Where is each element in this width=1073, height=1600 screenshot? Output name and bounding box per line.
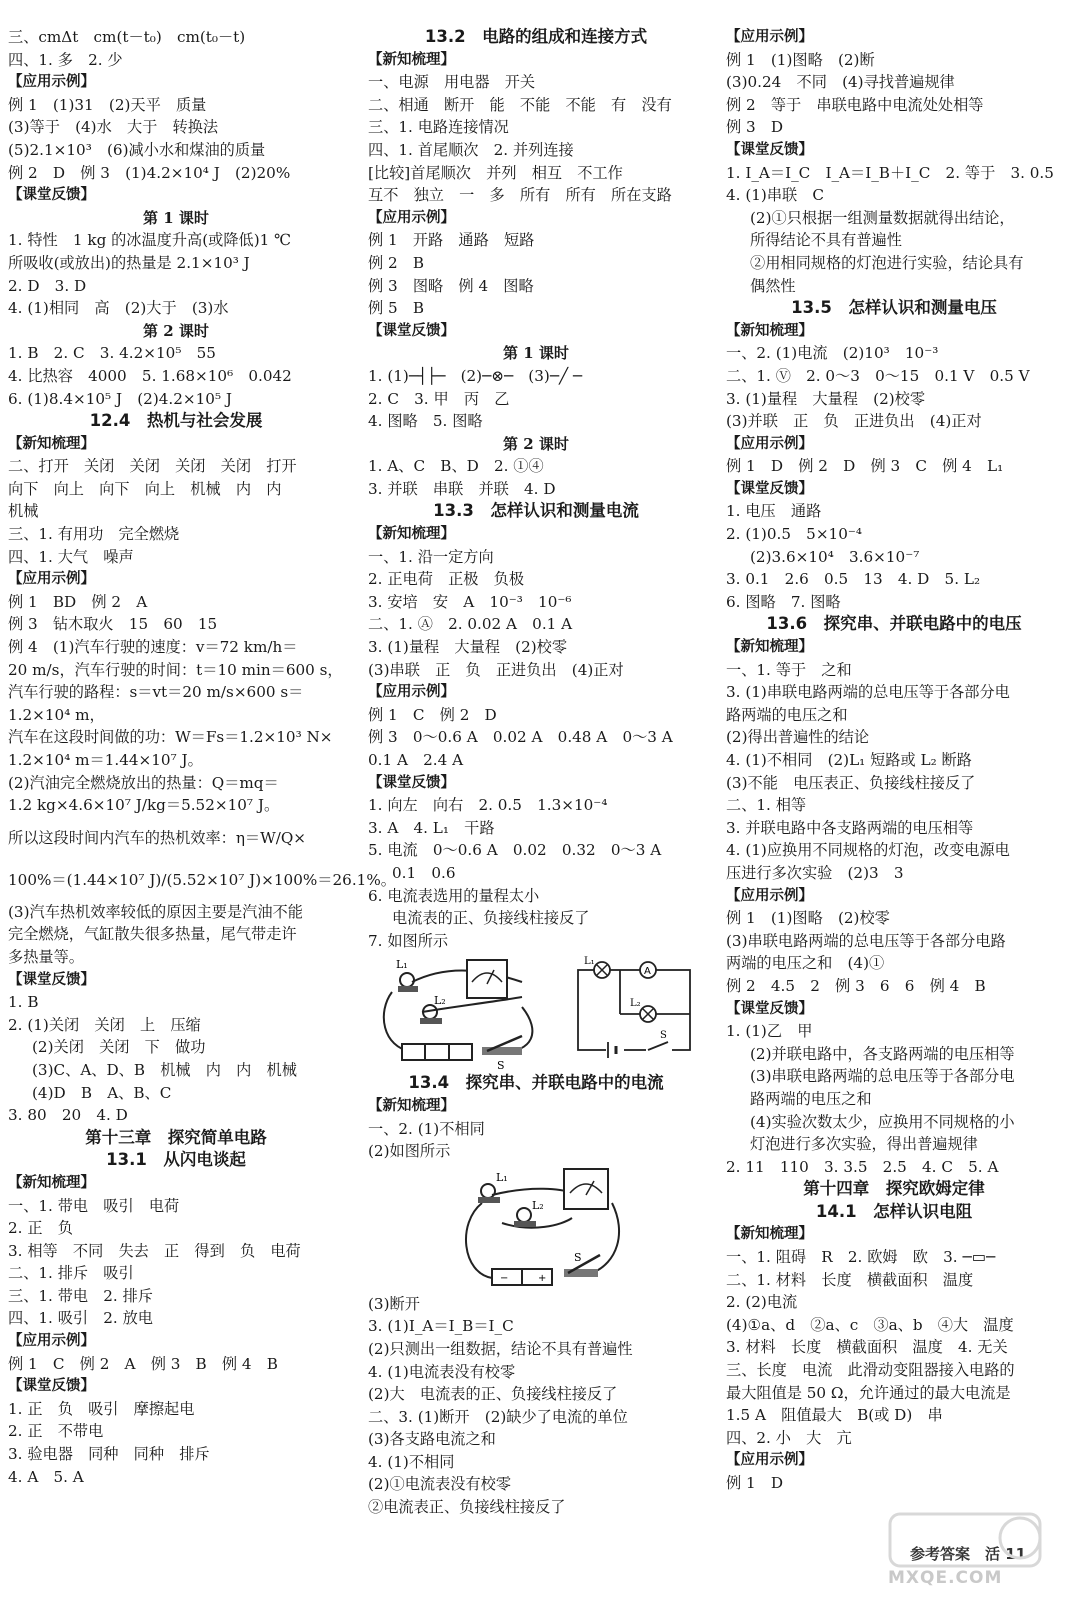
answer-line: 4. (1)相同 高 (2)大于 (3)水 xyxy=(8,299,229,318)
answer-line: 例 5 B xyxy=(368,299,425,318)
lesson-subheading: 第 1 课时 xyxy=(503,344,569,363)
answer-line: 2. D 3. D xyxy=(8,276,87,295)
section-tag: 【应用示例】 xyxy=(368,209,455,226)
answer-line: 一、2. (1)不相同 xyxy=(368,1119,485,1138)
section-tag: 【应用示例】 xyxy=(8,74,95,91)
answer-line: 例 2 D 例 3 (1)4.2×10⁴ J (2)20% xyxy=(8,163,291,182)
answer-line: 1.2×10⁴ m＝1.44×10⁷ J。 xyxy=(8,751,203,769)
answer-line: 例 3 D xyxy=(726,118,784,137)
answer-line: 例 1 C 例 2 A 例 3 B 例 4 B xyxy=(8,1354,278,1373)
answer-line: 所吸收(或放出)的热量是 2.1×10³ J xyxy=(8,253,250,272)
answer-column-2 xyxy=(368,26,704,1519)
answer-line: (3)各支路电流之和 xyxy=(368,1430,496,1449)
answer-line: 2. (2)电流 xyxy=(726,1293,798,1312)
section-heading: 13.6 探究串、并联电路中的电压 xyxy=(766,614,1022,634)
answer-line: 二、打开 关闭 关闭 关闭 关闭 打开 xyxy=(8,457,297,476)
answer-line: 例 1 D 例 2 D 例 3 C 例 4 L₁ xyxy=(726,457,1004,476)
answer-line: (3)不能 电压表正、负接线柱接反了 xyxy=(726,773,976,792)
answer-line: 二、1. 材料 长度 横截面积 温度 xyxy=(726,1270,974,1289)
section-tag: 【新知梳理】 xyxy=(8,1174,95,1191)
svg-text:−: − xyxy=(500,1272,509,1284)
page-footer: 参考答案 活 11 xyxy=(910,1545,1027,1563)
answer-line: 四、2. 小 大 亢 xyxy=(726,1428,852,1447)
answer-line: 一、1. 沿一定方向 xyxy=(368,547,494,566)
answer-line: 1. A、C B、D 2. ①④ xyxy=(368,457,544,476)
watermark-logo xyxy=(880,1508,1060,1594)
answer-line: 3. 验电器 同种 同种 排斥 xyxy=(8,1445,210,1464)
section-tag: 【应用示例】 xyxy=(726,29,813,45)
section-heading: 13.2 电路的组成和连接方式 xyxy=(424,27,648,46)
section-heading: 13.1 从闪电谈起 xyxy=(106,1150,246,1170)
answer-line: 例 1 BD 例 2 A xyxy=(8,592,148,611)
answer-line: 压进行多次实验 (2)3 3 xyxy=(726,863,904,882)
section-heading: 14.1 怎样认识电阻 xyxy=(815,1201,973,1221)
answer-line: 例 4 (1)汽车行驶的速度：v＝72 km/h＝ xyxy=(8,638,298,657)
answer-line: 汽车行驶的路程：s＝vt＝20 m/s×600 s＝ xyxy=(8,683,304,702)
answer-line: (3)断开 xyxy=(368,1294,420,1313)
answer-line: (3)汽车热机效率较低的原因主要是汽油不能 xyxy=(8,902,303,921)
section-tag: 【课堂反馈】 xyxy=(726,1000,813,1017)
answer-line: 4. (1)电流表没有校零 xyxy=(368,1362,516,1381)
answer-line: 一、1. 等于 之和 xyxy=(726,660,852,679)
answer-column-3 xyxy=(726,26,1062,1495)
section-tag: 【课堂反馈】 xyxy=(368,322,455,339)
answer-line: 1. (1)─┤├─ (2)─⊗─ (3)─╱ ─ xyxy=(368,366,583,385)
section-tag: 【课堂反馈】 xyxy=(726,141,813,158)
section-tag: 【应用示例】 xyxy=(8,571,95,588)
answer-line: 1. 向左 向右 2. 0.5 1.3×10⁻⁴ xyxy=(368,796,608,815)
answer-line: (2)大 电流表的正、负接线柱接反了 xyxy=(368,1385,618,1404)
answer-line: [比较]首尾顺次 并列 相互 不工作 xyxy=(368,163,623,182)
answer-line: 4. (1)应换用不同规格的灯泡，改变电源电 xyxy=(726,841,1010,860)
answer-line: (3)等于 (4)水 大于 转换法 xyxy=(8,118,219,137)
answer-line: (4)实验次数太少，应换用不同规格的小 xyxy=(750,1112,1015,1131)
answer-line: (2)如图所示 xyxy=(368,1142,451,1161)
section-tag: 【应用示例】 xyxy=(726,1452,813,1469)
section-tag: 【新知梳理】 xyxy=(726,322,813,339)
answer-line: 三、1. 有用功 完全燃烧 xyxy=(8,525,180,544)
answer-line: 例 2 等于 串联电路中电流处处相等 xyxy=(726,95,984,114)
answer-line: 机械 xyxy=(8,502,39,521)
answer-line: 2. (1)关闭 关闭 上 压缩 xyxy=(8,1015,201,1034)
section-tag: 【应用示例】 xyxy=(368,684,455,701)
answer-line: 例 3 图略 例 4 图略 xyxy=(368,276,534,295)
answer-line: 一、电源 用电器 开关 xyxy=(368,73,536,92)
answer-line: 例 1 (1)31 (2)天平 质量 xyxy=(8,95,207,114)
answer-line: 1. 正 负 吸引 摩擦起电 xyxy=(8,1399,195,1418)
figure-label: S xyxy=(574,1250,582,1264)
lesson-subheading: 第 1 课时 xyxy=(143,208,209,227)
physical-circuit-drawing xyxy=(372,952,562,1072)
formula-line: 所以这段时间内汽车的热机效率：η＝W/Q× xyxy=(8,828,307,847)
answer-line: 2. 11 110 3. 3.5 2.5 4. C 5. A xyxy=(726,1157,999,1176)
lesson-subheading: 第 2 课时 xyxy=(503,434,569,453)
answer-line: (3)串联 正 负 正进负出 (4)正对 xyxy=(368,660,624,679)
section-tag: 【课堂反馈】 xyxy=(8,187,95,204)
section-heading: 第十四章 探究欧姆定律 xyxy=(803,1179,985,1199)
answer-line: 4. 比热容 4000 5. 1.68×10⁶ 0.042 xyxy=(8,366,292,385)
section-heading: 13.3 怎样认识和测量电流 xyxy=(433,501,639,521)
answer-line: 二、3. (1)断开 (2)缺少了电流的单位 xyxy=(368,1407,628,1426)
answer-line: 1. B 2. C 3. 4.2×10⁵ 55 xyxy=(8,344,216,363)
answer-line: 四、1. 多 2. 少 xyxy=(8,50,123,69)
answer-line: 例 2 B xyxy=(368,253,425,272)
answer-line: 汽车在这段时间做的功：W＝Fs＝1.2×10³ N× xyxy=(8,728,333,747)
answer-line: 三、cmΔt cm(t－t₀) cm(t₀－t) xyxy=(8,28,246,46)
section-tag: 【应用示例】 xyxy=(726,887,813,904)
section-heading: 12.4 热机与社会发展 xyxy=(89,411,263,431)
section-tag: 【新知梳理】 xyxy=(8,435,95,452)
circuit-figure-13-3 xyxy=(368,952,704,1072)
answer-line: 1.2 kg×4.6×10⁷ J/kg＝5.52×10⁷ J。 xyxy=(8,796,280,815)
answer-line: 二、1. 排斥 吸引 xyxy=(8,1264,134,1283)
answer-line: (2)关闭 关闭 下 做功 xyxy=(32,1038,206,1057)
answer-line: 3. 安培 安 A 10⁻³ 10⁻⁶ xyxy=(368,592,572,611)
answer-line: 3. 并联电路中各支路两端的电压相等 xyxy=(726,818,974,837)
answer-line: 电流表的正、负接线柱接反了 xyxy=(392,909,590,928)
answer-line: 偶然性 xyxy=(750,276,796,295)
answer-line: 三、1. 带电 2. 排斥 xyxy=(8,1286,153,1305)
svg-text:+: + xyxy=(538,1272,547,1284)
answer-line: 1.2×10⁴ m， xyxy=(8,705,105,724)
answer-line: 5. 电流 0～0.6 A 0.02 0.32 0～3 A xyxy=(368,841,662,860)
answer-line: 4. (1)不相同 xyxy=(368,1452,455,1471)
section-tag: 【应用示例】 xyxy=(726,435,813,452)
section-tag: 【课堂反馈】 xyxy=(8,971,95,988)
section-tag: 【新知梳理】 xyxy=(368,1097,455,1114)
answer-line: 多热量等。 xyxy=(8,947,84,966)
answer-line: 三、长度 电流 此滑动变阻器接入电路的 xyxy=(726,1361,1015,1380)
section-tag: 【新知梳理】 xyxy=(726,1226,813,1243)
answer-line: 3. (1)量程 大量程 (2)校零 xyxy=(368,638,568,657)
answer-line: 20 m/s，汽车行驶的时间：t＝10 min＝600 s， xyxy=(8,660,343,679)
figure-label: L₁ xyxy=(396,958,408,972)
answer-line: 3. 80 20 4. D xyxy=(8,1106,128,1125)
answer-line: (3)0.24 不同 (4)寻找普遍规律 xyxy=(726,73,955,92)
figure-label: S xyxy=(497,1059,505,1073)
answer-line: 两端的电压之和 (4)① xyxy=(726,954,885,973)
answer-line: 二、1. Ⓥ 2. 0～3 0～15 0.1 V 0.5 V xyxy=(726,366,1030,385)
answer-line: 4. A 5. A xyxy=(8,1467,84,1486)
svg-text:A: A xyxy=(644,966,651,978)
answer-line: 0.1 0.6 xyxy=(392,863,456,882)
circuit-figure-13-4 xyxy=(368,1163,704,1293)
answer-line: (2)得出普遍性的结论 xyxy=(726,728,870,747)
figure-label: L₁ xyxy=(496,1170,508,1184)
answer-line: 向下 向上 向下 向上 机械 内 内 xyxy=(8,479,282,498)
answer-line: (2)并联电路中，各支路两端的电压相等 xyxy=(750,1044,1015,1063)
answer-line: 例 1 (1)图略 (2)校零 xyxy=(726,909,890,928)
answer-line: 0.1 A 2.4 A xyxy=(368,751,464,769)
answer-line: 2. C 3. 甲 丙 乙 xyxy=(368,389,510,408)
answer-line: 7. 如图所示 xyxy=(368,931,449,950)
answer-line: 例 1 D xyxy=(726,1474,784,1492)
answer-line: (3)并联 正 负 正进负出 (4)正对 xyxy=(726,412,982,431)
watermark-text: MXQE.COM xyxy=(888,1568,1003,1588)
answer-line: 2. 正 不带电 xyxy=(8,1422,104,1441)
section-tag: 【课堂反馈】 xyxy=(8,1378,95,1395)
answer-line: 3. A 4. L₁ 干路 xyxy=(368,818,495,837)
answer-line: 例 3 0～0.6 A 0.02 A 0.48 A 0～3 A xyxy=(368,728,673,747)
lesson-subheading: 第 2 课时 xyxy=(143,321,209,340)
section-tag: 【课堂反馈】 xyxy=(726,480,813,497)
answer-line: 3. 相等 不同 失去 正 得到 负 电荷 xyxy=(8,1241,301,1260)
answer-line: 一、1. 带电 吸引 电荷 xyxy=(8,1196,180,1215)
answer-line: 所得结论不具有普遍性 xyxy=(750,231,902,250)
answer-line: 6. (1)8.4×10⁵ J (2)4.2×10⁵ J xyxy=(8,389,232,408)
answer-line: 3. (1)量程 大量程 (2)校零 xyxy=(726,389,926,408)
answer-line: 6. 图略 7. 图略 xyxy=(726,592,841,611)
section-heading: 第十三章 探究简单电路 xyxy=(85,1127,267,1147)
physical-circuit-drawing-2 xyxy=(452,1163,632,1291)
section-tag: 【课堂反馈】 xyxy=(368,774,455,791)
answer-line: 二、1. Ⓐ 2. 0.02 A 0.1 A xyxy=(368,615,573,634)
answer-line: 3. 0.1 2.6 0.5 13 4. D 5. L₂ xyxy=(726,570,981,589)
figure-label: L₂ xyxy=(532,1198,544,1212)
section-tag: 【新知梳理】 xyxy=(368,526,455,543)
answer-line: (2)①只根据一组测量数据就得出结论， xyxy=(750,208,1015,227)
answer-line: 1. I_A＝I_C I_A＝I_B＋I_C 2. 等于 3. 0.5 xyxy=(726,163,1054,182)
figure-label: L₂ xyxy=(630,998,641,1010)
section-heading: 13.4 探究串、并联电路中的电流 xyxy=(408,1073,664,1093)
answer-line: 二、1. 相等 xyxy=(726,796,807,815)
answer-line: 1. 电压 通路 xyxy=(726,502,822,521)
answer-line: 灯泡进行多次实验，得出普遍规律 xyxy=(750,1135,978,1154)
answer-line: 3. (1)I_A＝I_B＝I_C xyxy=(368,1317,514,1336)
section-tag: 【新知梳理】 xyxy=(368,51,455,68)
formula-line: 100%＝(1.44×10⁷ J)/(5.52×10⁷ J)×100%＝26.1%。 xyxy=(8,870,396,889)
answer-line: 路两端的电压之和 xyxy=(726,705,848,724)
answer-line: 互不 独立 一 多 所有 所有 所在支路 xyxy=(368,186,672,205)
circuit-schematic xyxy=(568,956,698,1066)
answer-line: 最大阻值是 50 Ω，允许通过的最大电流是 xyxy=(726,1383,1011,1402)
answer-line: 例 1 开路 通路 短路 xyxy=(368,231,535,250)
answer-line: (2)汽油完全燃烧放出的热量：Q＝mq＝ xyxy=(8,773,279,792)
answer-line: 1.5 A 阻值最大 B(或 D) 串 xyxy=(726,1406,943,1425)
answer-line: 3. 材料 长度 横截面积 温度 4. 无关 xyxy=(726,1338,1008,1357)
answer-line: 2. (1)0.5 5×10⁻⁴ xyxy=(726,525,862,544)
answer-line: (4)D B A、B、C xyxy=(32,1083,172,1102)
answer-line: 3. (1)串联电路两端的总电压等于各部分电 xyxy=(726,683,1010,702)
answer-line: (2)只测出一组数据，结论不具有普遍性 xyxy=(368,1339,633,1358)
answer-line: 1. 特性 1 kg 的冰温度升高(或降低)1 ℃ xyxy=(8,231,292,250)
answer-line: 1. B xyxy=(8,993,39,1012)
answer-line: 6. 电流表选用的量程太小 xyxy=(368,886,540,905)
answer-line: ②电流表正、负接线柱接反了 xyxy=(368,1498,566,1517)
answer-line: (2)①电流表没有校零 xyxy=(368,1475,512,1494)
answer-line: 二、相通 断开 能 不能 不能 有 没有 xyxy=(368,95,672,114)
answer-line: 2. 正电荷 正极 负极 xyxy=(368,570,525,589)
answer-line: 4. (1)串联 C xyxy=(726,186,825,205)
section-heading: 13.5 怎样认识和测量电压 xyxy=(791,298,997,318)
answer-line: 路两端的电压之和 xyxy=(750,1089,872,1108)
answer-line: (2)3.6×10⁴ 3.6×10⁻⁷ xyxy=(750,547,920,566)
figure-label: S xyxy=(660,1030,667,1042)
answer-line: 四、1. 大气 噪声 xyxy=(8,547,134,566)
answer-line: 一、2. (1)电流 (2)10³ 10⁻³ xyxy=(726,344,939,363)
answer-line: 例 3 钻木取火 15 60 15 xyxy=(8,615,218,634)
answer-line: 2. 正 负 xyxy=(8,1219,73,1238)
answer-line: (4)①a、d ②a、c ③a、b ④大 温度 xyxy=(726,1315,1014,1334)
answer-line: 四、1. 吸引 2. 放电 xyxy=(8,1309,153,1328)
answer-line: 1. (1)乙 甲 xyxy=(726,1022,813,1041)
answer-line: 3. 并联 串联 并联 4. D xyxy=(368,479,556,498)
answer-line: (3)串联电路两端的总电压等于各部分电 xyxy=(750,1067,1015,1086)
figure-label: L₂ xyxy=(434,994,446,1008)
answer-line: 四、1. 首尾顺次 2. 并列连接 xyxy=(368,140,574,159)
answer-line: (5)2.1×10³ (6)减小水和煤油的质量 xyxy=(8,140,266,159)
answer-line: 一、1. 阻碍 R 2. 欧姆 欧 3. ─▭─ xyxy=(726,1248,996,1267)
answer-line: 例 2 4.5 2 例 3 6 6 例 4 B xyxy=(726,976,986,995)
answer-line: 完全燃烧，气缸散失很多热量，尾气带走许 xyxy=(8,925,297,944)
answer-line: 4. (1)不相同 (2)L₁ 短路或 L₂ 断路 xyxy=(726,751,972,769)
answer-line: 例 1 (1)图略 (2)断 xyxy=(726,50,875,69)
figure-label: L₁ xyxy=(584,956,595,968)
section-tag: 【新知梳理】 xyxy=(726,639,813,656)
answer-line: 例 1 C 例 2 D xyxy=(368,705,497,724)
answer-line: 三、1. 电路连接情况 xyxy=(368,118,509,137)
answer-line: ②用相同规格的灯泡进行实验，结论具有 xyxy=(750,253,1024,272)
answer-line: (3)串联电路两端的总电压等于各部分电路 xyxy=(726,931,1006,950)
answer-line: (3)C、A、D、B 机械 内 内 机械 xyxy=(32,1060,297,1079)
answer-line: 4. 图略 5. 图略 xyxy=(368,412,483,431)
section-tag: 【应用示例】 xyxy=(8,1333,95,1350)
